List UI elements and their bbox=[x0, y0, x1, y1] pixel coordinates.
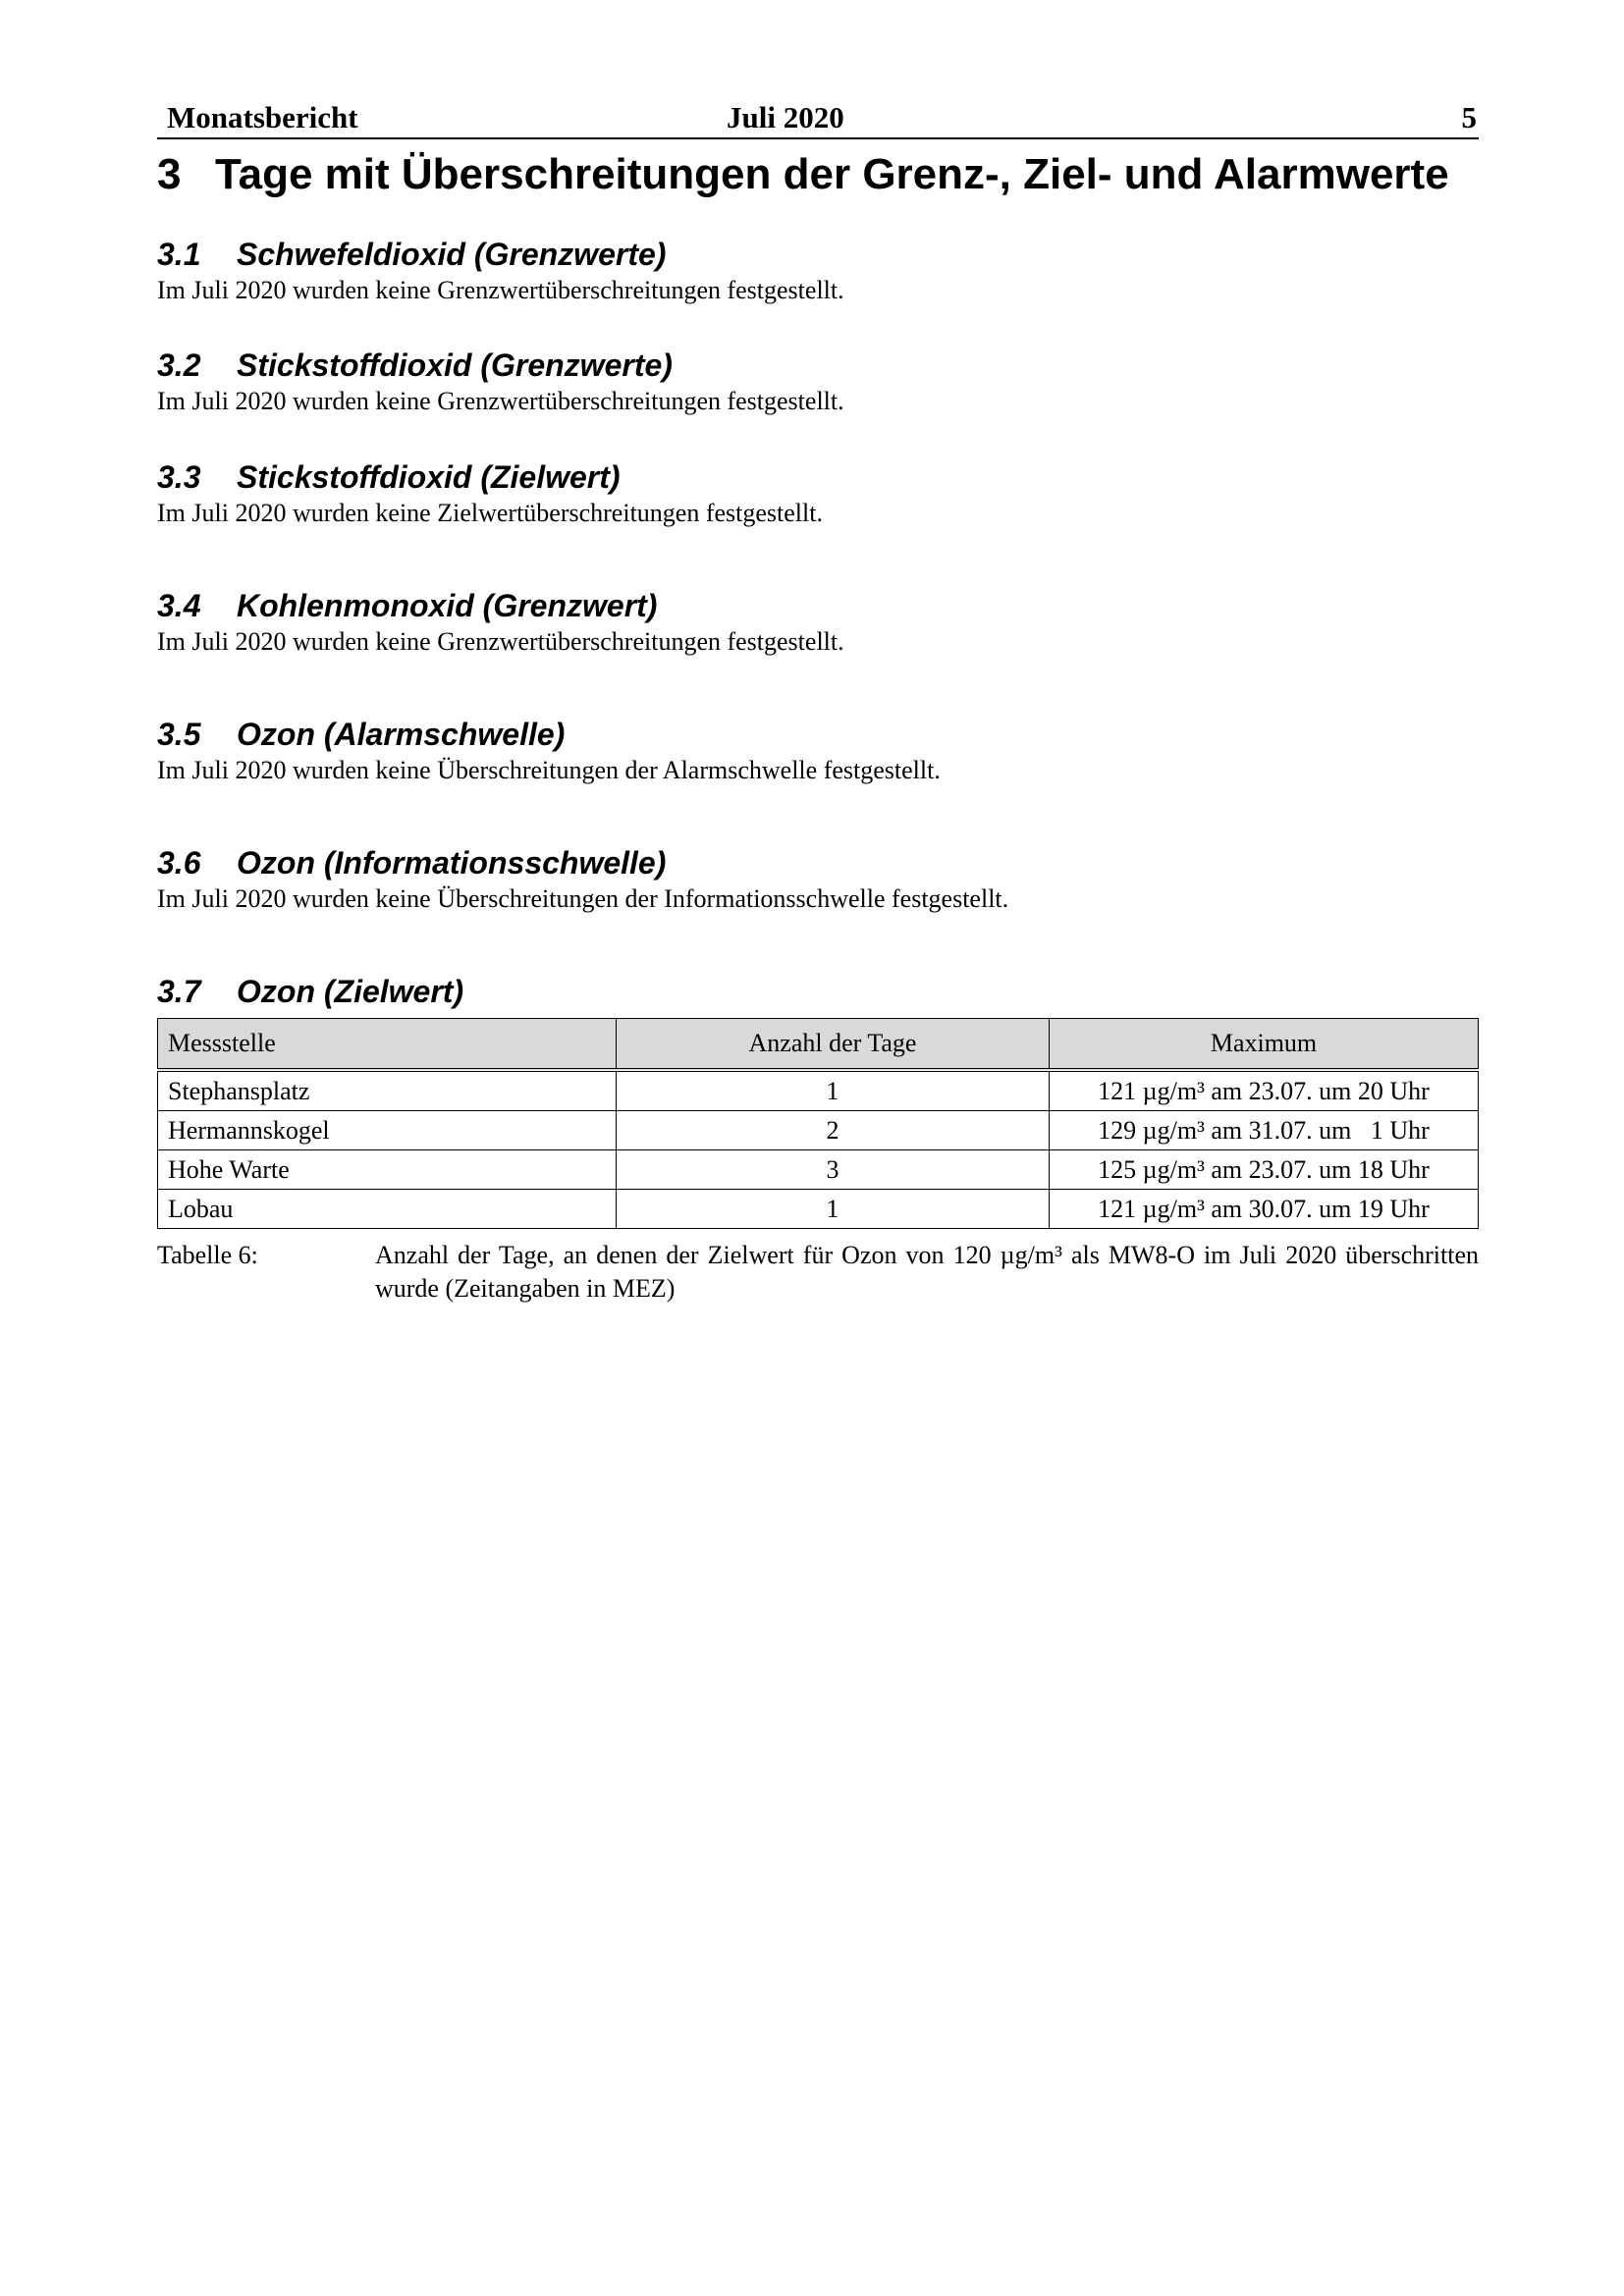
caption-label: Tabelle 6: bbox=[157, 1241, 258, 1269]
table-caption bbox=[157, 1239, 1479, 1306]
section-text: Im Juli 2020 wurden keine Zielwertüberschreitungen festgestellt. bbox=[157, 499, 823, 527]
cell-days: 1 bbox=[617, 1190, 1050, 1229]
section-heading bbox=[157, 716, 1479, 753]
chapter-heading bbox=[157, 149, 1479, 200]
cell-station: Stephansplatz bbox=[158, 1070, 617, 1111]
section-text: Im Juli 2020 wurden keine Überschreitungen der Alarmschwelle festgestellt. bbox=[157, 756, 941, 784]
cell-station: Lobau bbox=[158, 1190, 617, 1229]
cell-days: 1 bbox=[617, 1070, 1050, 1111]
section-3-4 bbox=[157, 587, 1479, 658]
table-row bbox=[158, 1070, 1479, 1111]
table-row bbox=[158, 1111, 1479, 1150]
cell-station: Hermannskogel bbox=[158, 1111, 617, 1150]
section-title: Stickstoffdioxid (Grenzwerte) bbox=[237, 347, 673, 383]
section-3-5 bbox=[157, 716, 1479, 786]
section-title: Ozon (Alarmschwelle) bbox=[237, 717, 566, 752]
cell-maximum: 121 µg/m³ am 30.07. um 19 Uhr bbox=[1050, 1190, 1479, 1229]
section-number: 3.2 bbox=[157, 347, 201, 383]
section-3-7 bbox=[157, 973, 1479, 1306]
section-text: Im Juli 2020 wurden keine Grenzwertüberschreitungen festgestellt. bbox=[157, 627, 844, 656]
table-header-row bbox=[158, 1019, 1479, 1071]
section-title: Stickstoffdioxid (Zielwert) bbox=[237, 459, 621, 495]
cell-days: 3 bbox=[617, 1150, 1050, 1190]
running-header bbox=[157, 98, 1479, 139]
document-page bbox=[157, 98, 1479, 1303]
section-3-6 bbox=[157, 844, 1479, 915]
section-number: 3.4 bbox=[157, 588, 201, 623]
section-heading bbox=[157, 347, 1479, 384]
section-number: 3.3 bbox=[157, 459, 201, 495]
section-3-1 bbox=[157, 236, 1479, 306]
table-row bbox=[158, 1150, 1479, 1190]
section-number: 3.5 bbox=[157, 717, 201, 752]
section-heading bbox=[157, 236, 1479, 273]
section-number: 3.6 bbox=[157, 845, 201, 881]
caption-text: Anzahl der Tage, an denen der Zielwert für Ozon von 120 µg/m³ als MW8-O im Juli 2020 überschritten wurde (Zeitangaben in MEZ) bbox=[375, 1241, 1479, 1303]
section-number: 3.1 bbox=[157, 237, 201, 272]
section-heading bbox=[157, 587, 1479, 624]
table-row bbox=[158, 1190, 1479, 1229]
section-heading bbox=[157, 458, 1479, 496]
column-header-maximum: Maximum bbox=[1050, 1019, 1479, 1071]
ozone-target-table bbox=[157, 1018, 1479, 1229]
section-title: Schwefeldioxid (Grenzwerte) bbox=[237, 237, 667, 272]
section-text: Im Juli 2020 wurden keine Grenzwertüberschreitungen festgestellt. bbox=[157, 387, 844, 415]
section-text: Im Juli 2020 wurden keine Überschreitungen der Informationsschwelle festgestellt. bbox=[157, 884, 1009, 913]
cell-station: Hohe Warte bbox=[158, 1150, 617, 1190]
chapter-number: 3 bbox=[157, 150, 182, 198]
section-title: Kohlenmonoxid (Grenzwert) bbox=[237, 588, 658, 623]
section-title: Ozon (Zielwert) bbox=[237, 974, 464, 1009]
cell-maximum: 121 µg/m³ am 23.07. um 20 Uhr bbox=[1050, 1070, 1479, 1111]
section-number: 3.7 bbox=[157, 974, 201, 1009]
cell-maximum: 129 µg/m³ am 31.07. um 1 Uhr bbox=[1050, 1111, 1479, 1150]
chapter-title: Tage mit Überschreitungen der Grenz-, Ziel- und Alarmwerte bbox=[215, 150, 1449, 198]
column-header-days: Anzahl der Tage bbox=[617, 1019, 1050, 1071]
column-header-station: Messstelle bbox=[158, 1019, 617, 1071]
section-title: Ozon (Informationsschwelle) bbox=[237, 845, 667, 881]
cell-days: 2 bbox=[617, 1111, 1050, 1150]
header-month: Juli 2020 bbox=[727, 100, 844, 134]
section-heading bbox=[157, 844, 1479, 881]
header-report-title: Monatsbericht bbox=[167, 100, 358, 134]
section-heading bbox=[157, 973, 1479, 1010]
section-text: Im Juli 2020 wurden keine Grenzwertüberschreitungen festgestellt. bbox=[157, 276, 844, 304]
section-3-2 bbox=[157, 347, 1479, 417]
cell-maximum: 125 µg/m³ am 23.07. um 18 Uhr bbox=[1050, 1150, 1479, 1190]
header-page-number: 5 bbox=[1461, 100, 1477, 134]
section-3-3 bbox=[157, 458, 1479, 529]
